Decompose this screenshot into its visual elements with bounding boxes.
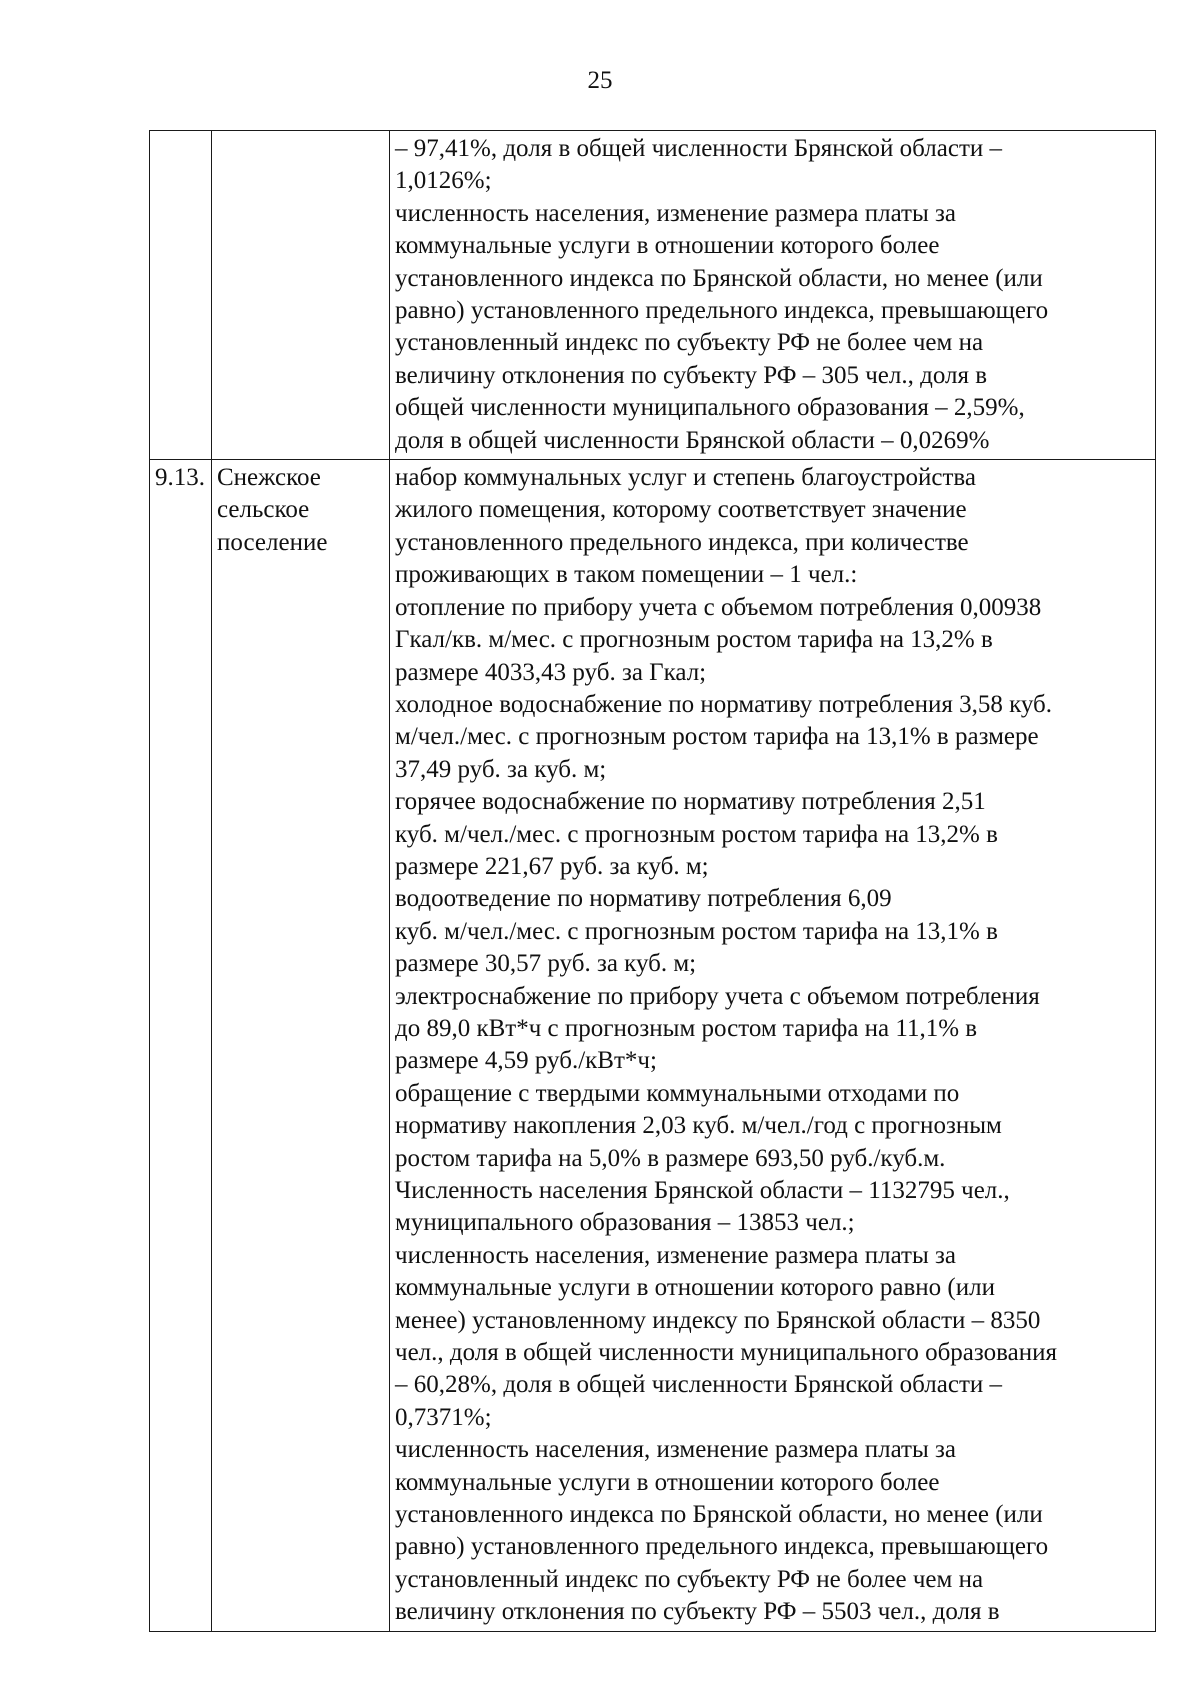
description-line: чел., доля в общей численности муниципального образования	[395, 1339, 1057, 1367]
municipality-name-line: сельское	[217, 496, 310, 524]
description-line: установленного индекса по Брянской области, но менее (или	[395, 1501, 1043, 1529]
description-line: муниципального образования – 13853 чел.;	[395, 1209, 855, 1237]
description-line: равно) установленного предельного индекса, превышающего	[395, 297, 1049, 325]
page-number: 25	[587, 67, 613, 94]
description-line: коммунальные услуги в отношении которого более	[395, 1468, 940, 1496]
description-line: численность населения, изменение размера платы за	[395, 1436, 956, 1464]
description-line: установленного индекса по Брянской области, но менее (или	[395, 264, 1043, 292]
description-line: размере 221,67 руб. за куб. м;	[395, 852, 709, 880]
description-line: коммунальные услуги в отношении которого более	[395, 232, 940, 260]
description-line: установленный индекс по субъекту РФ не более чем на	[395, 1565, 984, 1593]
row-number: 9.13.	[155, 464, 205, 492]
description-line: коммунальные услуги в отношении которого равно (или	[395, 1274, 995, 1302]
table-row	[150, 460, 1156, 1632]
description-line: горячее водоснабжение по нормативу потребления 2,51	[395, 788, 986, 816]
description-line: численность населения, изменение размера платы за	[395, 1241, 956, 1269]
description-line: электроснабжение по прибору учета с объемом потребления	[395, 982, 1040, 1010]
description-line: холодное водоснабжение по нормативу потребления 3,58 куб.	[395, 690, 1053, 718]
description-line: нормативу накопления 2,03 куб. м/чел./год с прогнозным	[395, 1112, 1002, 1140]
description-line: менее) установленному индексу по Брянской области – 8350	[395, 1306, 1041, 1334]
description-line: проживающих в таком помещении – 1 чел.:	[395, 561, 858, 589]
description-line: ростом тарифа на 5,0% в размере 693,50 руб./куб.м.	[395, 1144, 946, 1172]
description-line: размере 4033,43 руб. за Гкал;	[395, 658, 707, 686]
description-line: Гкал/кв. м/мес. с прогнозным ростом тарифа на 13,2% в	[395, 626, 993, 654]
municipality-name-cell	[212, 131, 390, 460]
description-line: – 97,41%, доля в общей численности Брянской области –	[395, 135, 1002, 162]
row-number-cell	[150, 131, 212, 460]
description-line: м/чел./мес. с прогнозным ростом тарифа на 13,1% в размере	[395, 723, 1039, 751]
description-line: размере 4,59 руб./кВт*ч;	[395, 1047, 657, 1075]
municipality-name-line: Снежское	[217, 464, 321, 492]
description-line: водоотведение по нормативу потребления 6,09	[395, 885, 892, 913]
municipality-name-line: поселение	[217, 528, 328, 556]
row-number-cell	[150, 460, 212, 1632]
description-line: набор коммунальных услуг и степень благоустройства	[395, 464, 976, 492]
table-body	[150, 131, 1156, 1632]
table-row	[150, 131, 1156, 460]
description-line: обращение с твердыми коммунальными отходами по	[395, 1079, 960, 1107]
municipality-name-cell	[212, 460, 390, 1632]
description-line: величину отклонения по субъекту РФ – 5503 чел., доля в	[395, 1598, 1000, 1626]
description-line: куб. м/чел./мес. с прогнозным ростом тарифа на 13,1% в	[395, 917, 998, 945]
description-line: установленного предельного индекса, при количестве	[395, 528, 969, 556]
description-line: Численность населения Брянской области – 1132795 чел.,	[395, 1177, 1010, 1204]
description-line: – 60,28%, доля в общей численности Брянской области –	[395, 1371, 1002, 1399]
description-line: доля в общей численности Брянской области – 0,0269%	[395, 426, 990, 454]
description-line: до 89,0 кВт*ч с прогнозным ростом тарифа на 11,1% в	[395, 1014, 978, 1042]
description-line: 1,0126%;	[395, 167, 492, 195]
description-line: 37,49 руб. за куб. м;	[395, 755, 607, 783]
description-line: общей численности муниципального образования – 2,59%,	[395, 394, 1025, 422]
description-line: численность населения, изменение размера платы за	[395, 199, 956, 227]
description-line: куб. м/чел./мес. с прогнозным ростом тарифа на 13,2% в	[395, 820, 998, 848]
description-line: жилого помещения, которому соответствует значение	[395, 496, 967, 524]
description-line: равно) установленного предельного индекса, превышающего	[395, 1533, 1049, 1561]
description-cell	[390, 131, 1156, 460]
description-line: отопление по прибору учета с объемом потребления 0,00938	[395, 593, 1042, 621]
description-line: установленный индекс по субъекту РФ не более чем на	[395, 329, 984, 357]
description-line: 0,7371%;	[395, 1403, 492, 1431]
description-cell	[390, 460, 1156, 1632]
description-line: величину отклонения по субъекту РФ – 305 чел., доля в	[395, 361, 988, 389]
description-line: размере 30,57 руб. за куб. м;	[395, 950, 697, 978]
tariff-table	[149, 130, 1156, 1632]
